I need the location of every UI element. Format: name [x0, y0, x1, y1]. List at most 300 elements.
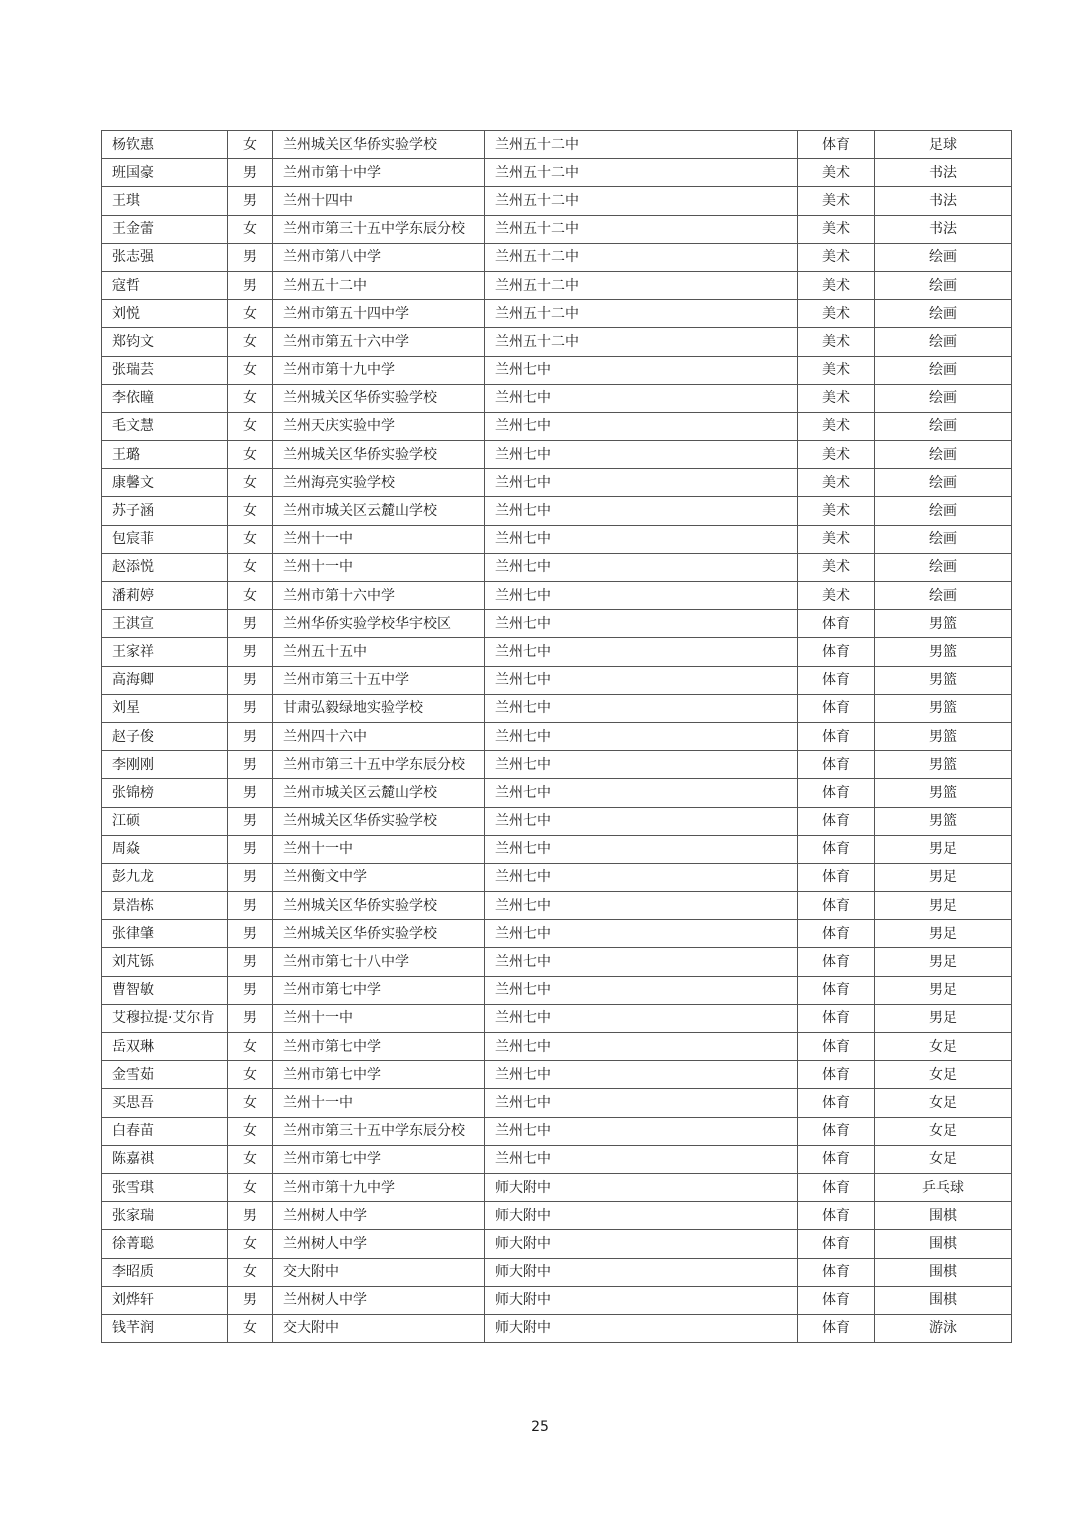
gender-cell: 男: [228, 666, 273, 694]
specialty-cell: 足球: [875, 131, 1012, 159]
category-cell: 美术: [798, 187, 875, 215]
gender-cell: 男: [228, 694, 273, 722]
category-cell: 体育: [798, 807, 875, 835]
name-cell: 张律肇: [102, 920, 228, 948]
origin-school-cell: 兰州树人中学: [273, 1202, 485, 1230]
specialty-cell: 绘画: [875, 412, 1012, 440]
admitted-school-cell: 兰州七中: [485, 694, 798, 722]
category-cell: 美术: [798, 525, 875, 553]
name-cell: 彭九龙: [102, 863, 228, 891]
specialty-cell: 绘画: [875, 469, 1012, 497]
name-cell: 岳双琳: [102, 1033, 228, 1061]
specialty-cell: 围棋: [875, 1258, 1012, 1286]
admitted-school-cell: 兰州七中: [485, 948, 798, 976]
name-cell: 张家瑞: [102, 1202, 228, 1230]
table-row: [102, 469, 1012, 497]
table-row: [102, 1089, 1012, 1117]
category-cell: 体育: [798, 1258, 875, 1286]
specialty-cell: 围棋: [875, 1230, 1012, 1258]
name-cell: 康馨文: [102, 469, 228, 497]
admitted-school-cell: 兰州五十二中: [485, 300, 798, 328]
admitted-school-cell: 兰州七中: [485, 1061, 798, 1089]
category-cell: 美术: [798, 328, 875, 356]
admitted-school-cell: 兰州七中: [485, 497, 798, 525]
origin-school-cell: 兰州市第三十五中学东辰分校: [273, 215, 485, 243]
specialty-cell: 男足: [875, 892, 1012, 920]
table-row: [102, 722, 1012, 750]
specialty-cell: 男篮: [875, 807, 1012, 835]
gender-cell: 男: [228, 863, 273, 891]
admitted-school-cell: 师大附中: [485, 1314, 798, 1342]
gender-cell: 男: [228, 1286, 273, 1314]
admitted-school-cell: 兰州七中: [485, 1145, 798, 1173]
admitted-school-cell: 兰州五十二中: [485, 131, 798, 159]
gender-cell: 男: [228, 920, 273, 948]
category-cell: 美术: [798, 271, 875, 299]
name-cell: 杨钦惠: [102, 131, 228, 159]
name-cell: 赵添悦: [102, 553, 228, 581]
name-cell: 白春苗: [102, 1117, 228, 1145]
admitted-school-cell: 兰州七中: [485, 1089, 798, 1117]
gender-cell: 女: [228, 412, 273, 440]
origin-school-cell: 兰州市第七中学: [273, 1033, 485, 1061]
category-cell: 美术: [798, 384, 875, 412]
specialty-cell: 绘画: [875, 356, 1012, 384]
category-cell: 美术: [798, 582, 875, 610]
table-row: [102, 497, 1012, 525]
origin-school-cell: 兰州市第三十五中学: [273, 666, 485, 694]
gender-cell: 女: [228, 1033, 273, 1061]
name-cell: 李刚刚: [102, 751, 228, 779]
name-cell: 张瑞芸: [102, 356, 228, 384]
specialty-cell: 绘画: [875, 497, 1012, 525]
specialty-cell: 女足: [875, 1145, 1012, 1173]
specialty-cell: 男篮: [875, 779, 1012, 807]
origin-school-cell: 兰州衡文中学: [273, 863, 485, 891]
table-row: [102, 131, 1012, 159]
name-cell: 陈嘉祺: [102, 1145, 228, 1173]
specialty-cell: 男足: [875, 1004, 1012, 1032]
name-cell: 曹智敏: [102, 976, 228, 1004]
origin-school-cell: 交大附中: [273, 1258, 485, 1286]
name-cell: 买思吾: [102, 1089, 228, 1117]
origin-school-cell: 兰州市第五十四中学: [273, 300, 485, 328]
name-cell: 郑钧文: [102, 328, 228, 356]
admitted-school-cell: 兰州七中: [485, 835, 798, 863]
category-cell: 体育: [798, 1145, 875, 1173]
table-row: [102, 300, 1012, 328]
admitted-school-cell: 师大附中: [485, 1173, 798, 1201]
admitted-school-cell: 兰州七中: [485, 976, 798, 1004]
specialty-cell: 女足: [875, 1061, 1012, 1089]
gender-cell: 女: [228, 553, 273, 581]
specialty-cell: 绘画: [875, 441, 1012, 469]
name-cell: 刘芃铄: [102, 948, 228, 976]
gender-cell: 女: [228, 1258, 273, 1286]
name-cell: 张雪琪: [102, 1173, 228, 1201]
admitted-school-cell: 兰州七中: [485, 412, 798, 440]
origin-school-cell: 兰州市第七十八中学: [273, 948, 485, 976]
admitted-school-cell: 兰州七中: [485, 469, 798, 497]
table-row: [102, 1004, 1012, 1032]
origin-school-cell: 兰州四十六中: [273, 722, 485, 750]
origin-school-cell: 兰州海亮实验学校: [273, 469, 485, 497]
gender-cell: 女: [228, 1061, 273, 1089]
gender-cell: 女: [228, 1173, 273, 1201]
gender-cell: 女: [228, 300, 273, 328]
category-cell: 体育: [798, 1004, 875, 1032]
origin-school-cell: 兰州市第七中学: [273, 1145, 485, 1173]
origin-school-cell: 兰州五十二中: [273, 271, 485, 299]
table-row: [102, 582, 1012, 610]
gender-cell: 男: [228, 1202, 273, 1230]
gender-cell: 男: [228, 751, 273, 779]
category-cell: 美术: [798, 469, 875, 497]
admitted-school-cell: 师大附中: [485, 1230, 798, 1258]
specialty-cell: 绘画: [875, 582, 1012, 610]
name-cell: 高海卿: [102, 666, 228, 694]
name-cell: 王淇宣: [102, 610, 228, 638]
origin-school-cell: 兰州十一中: [273, 1004, 485, 1032]
origin-school-cell: 交大附中: [273, 1314, 485, 1342]
gender-cell: 女: [228, 497, 273, 525]
admitted-school-cell: 兰州七中: [485, 666, 798, 694]
table-row: [102, 412, 1012, 440]
origin-school-cell: 兰州十一中: [273, 1089, 485, 1117]
origin-school-cell: 兰州市第五十六中学: [273, 328, 485, 356]
category-cell: 体育: [798, 722, 875, 750]
name-cell: 刘悦: [102, 300, 228, 328]
specialty-cell: 围棋: [875, 1286, 1012, 1314]
gender-cell: 女: [228, 525, 273, 553]
table-row: [102, 835, 1012, 863]
specialty-cell: 男篮: [875, 751, 1012, 779]
gender-cell: 女: [228, 1117, 273, 1145]
origin-school-cell: 甘肃弘毅绿地实验学校: [273, 694, 485, 722]
category-cell: 体育: [798, 610, 875, 638]
name-cell: 李昭质: [102, 1258, 228, 1286]
admitted-school-cell: 兰州五十二中: [485, 215, 798, 243]
name-cell: 毛文慧: [102, 412, 228, 440]
category-cell: 体育: [798, 863, 875, 891]
category-cell: 美术: [798, 497, 875, 525]
table-row: [102, 215, 1012, 243]
category-cell: 体育: [798, 892, 875, 920]
origin-school-cell: 兰州市第七中学: [273, 976, 485, 1004]
origin-school-cell: 兰州五十五中: [273, 638, 485, 666]
table-row: [102, 441, 1012, 469]
gender-cell: 男: [228, 892, 273, 920]
gender-cell: 女: [228, 328, 273, 356]
name-cell: 苏子涵: [102, 497, 228, 525]
admitted-school-cell: 兰州五十二中: [485, 328, 798, 356]
table-row: [102, 920, 1012, 948]
table-row: [102, 948, 1012, 976]
specialty-cell: 男篮: [875, 638, 1012, 666]
table-row: [102, 863, 1012, 891]
category-cell: 美术: [798, 356, 875, 384]
gender-cell: 女: [228, 215, 273, 243]
specialty-cell: 游泳: [875, 1314, 1012, 1342]
specialty-cell: 绘画: [875, 553, 1012, 581]
admitted-school-cell: 兰州七中: [485, 779, 798, 807]
specialty-cell: 男足: [875, 948, 1012, 976]
name-cell: 寇哲: [102, 271, 228, 299]
table-row: [102, 892, 1012, 920]
table-row: [102, 1117, 1012, 1145]
admitted-school-cell: 兰州七中: [485, 920, 798, 948]
category-cell: 美术: [798, 441, 875, 469]
origin-school-cell: 兰州市第十六中学: [273, 582, 485, 610]
specialty-cell: 围棋: [875, 1202, 1012, 1230]
admitted-school-cell: 兰州五十二中: [485, 271, 798, 299]
table-row: [102, 1258, 1012, 1286]
name-cell: 景浩栋: [102, 892, 228, 920]
gender-cell: 女: [228, 384, 273, 412]
origin-school-cell: 兰州市第十九中学: [273, 356, 485, 384]
gender-cell: 女: [228, 469, 273, 497]
gender-cell: 男: [228, 271, 273, 299]
name-cell: 张锦榜: [102, 779, 228, 807]
admitted-school-cell: 兰州七中: [485, 863, 798, 891]
table-row: [102, 525, 1012, 553]
admitted-school-cell: 兰州七中: [485, 638, 798, 666]
admitted-school-cell: 兰州七中: [485, 1033, 798, 1061]
name-cell: 艾穆拉提·艾尔肯: [102, 1004, 228, 1032]
name-cell: 王璐: [102, 441, 228, 469]
gender-cell: 男: [228, 835, 273, 863]
specialty-cell: 男足: [875, 835, 1012, 863]
name-cell: 王琪: [102, 187, 228, 215]
name-cell: 周焱: [102, 835, 228, 863]
origin-school-cell: 兰州城关区华侨实验学校: [273, 807, 485, 835]
origin-school-cell: 兰州树人中学: [273, 1286, 485, 1314]
gender-cell: 女: [228, 356, 273, 384]
name-cell: 包宸菲: [102, 525, 228, 553]
category-cell: 体育: [798, 131, 875, 159]
admitted-school-cell: 兰州五十二中: [485, 159, 798, 187]
table-row: [102, 159, 1012, 187]
table-row: [102, 610, 1012, 638]
specialty-cell: 绘画: [875, 271, 1012, 299]
category-cell: 美术: [798, 215, 875, 243]
category-cell: 体育: [798, 1314, 875, 1342]
category-cell: 美术: [798, 553, 875, 581]
gender-cell: 男: [228, 948, 273, 976]
admitted-school-cell: 兰州七中: [485, 722, 798, 750]
specialty-cell: 男篮: [875, 610, 1012, 638]
specialty-cell: 书法: [875, 159, 1012, 187]
table-row: [102, 1314, 1012, 1342]
admitted-school-cell: 兰州七中: [485, 807, 798, 835]
origin-school-cell: 兰州城关区华侨实验学校: [273, 384, 485, 412]
table-row: [102, 751, 1012, 779]
gender-cell: 女: [228, 582, 273, 610]
roster-table-body: [102, 131, 1012, 1343]
specialty-cell: 乒乓球: [875, 1173, 1012, 1201]
table-row: [102, 807, 1012, 835]
admitted-school-cell: 兰州五十二中: [485, 187, 798, 215]
origin-school-cell: 兰州十四中: [273, 187, 485, 215]
specialty-cell: 绘画: [875, 300, 1012, 328]
category-cell: 美术: [798, 300, 875, 328]
table-row: [102, 694, 1012, 722]
admitted-school-cell: 兰州七中: [485, 525, 798, 553]
table-row: [102, 666, 1012, 694]
name-cell: 徐菁聪: [102, 1230, 228, 1258]
specialty-cell: 绘画: [875, 328, 1012, 356]
name-cell: 金雪茹: [102, 1061, 228, 1089]
category-cell: 体育: [798, 638, 875, 666]
category-cell: 美术: [798, 243, 875, 271]
origin-school-cell: 兰州市第三十五中学东辰分校: [273, 751, 485, 779]
specialty-cell: 男足: [875, 976, 1012, 1004]
admitted-school-cell: 兰州七中: [485, 1117, 798, 1145]
admitted-school-cell: 兰州七中: [485, 356, 798, 384]
table-row: [102, 1286, 1012, 1314]
category-cell: 体育: [798, 1033, 875, 1061]
specialty-cell: 书法: [875, 187, 1012, 215]
name-cell: 潘莉婷: [102, 582, 228, 610]
specialty-cell: 绘画: [875, 384, 1012, 412]
name-cell: 钱芊润: [102, 1314, 228, 1342]
specialty-cell: 男篮: [875, 722, 1012, 750]
name-cell: 赵子俊: [102, 722, 228, 750]
table-row: [102, 779, 1012, 807]
table-row: [102, 243, 1012, 271]
admitted-school-cell: 兰州七中: [485, 384, 798, 412]
admitted-school-cell: 师大附中: [485, 1202, 798, 1230]
category-cell: 体育: [798, 920, 875, 948]
table-row: [102, 1173, 1012, 1201]
origin-school-cell: 兰州市第八中学: [273, 243, 485, 271]
name-cell: 王家祥: [102, 638, 228, 666]
specialty-cell: 男篮: [875, 666, 1012, 694]
category-cell: 体育: [798, 751, 875, 779]
admitted-school-cell: 兰州七中: [485, 610, 798, 638]
specialty-cell: 男篮: [875, 694, 1012, 722]
category-cell: 体育: [798, 666, 875, 694]
table-row: [102, 1230, 1012, 1258]
admitted-school-cell: 兰州七中: [485, 1004, 798, 1032]
gender-cell: 女: [228, 131, 273, 159]
gender-cell: 女: [228, 1145, 273, 1173]
admitted-school-cell: 兰州五十二中: [485, 243, 798, 271]
origin-school-cell: 兰州市城关区云麓山学校: [273, 779, 485, 807]
gender-cell: 男: [228, 807, 273, 835]
category-cell: 体育: [798, 976, 875, 1004]
table-row: [102, 1145, 1012, 1173]
specialty-cell: 书法: [875, 215, 1012, 243]
gender-cell: 女: [228, 1230, 273, 1258]
origin-school-cell: 兰州市第三十五中学东辰分校: [273, 1117, 485, 1145]
origin-school-cell: 兰州城关区华侨实验学校: [273, 892, 485, 920]
name-cell: 张志强: [102, 243, 228, 271]
admitted-school-cell: 兰州七中: [485, 441, 798, 469]
category-cell: 体育: [798, 1061, 875, 1089]
specialty-cell: 绘画: [875, 243, 1012, 271]
specialty-cell: 女足: [875, 1089, 1012, 1117]
category-cell: 体育: [798, 948, 875, 976]
table-row: [102, 187, 1012, 215]
origin-school-cell: 兰州十一中: [273, 835, 485, 863]
category-cell: 体育: [798, 1286, 875, 1314]
admitted-school-cell: 兰州七中: [485, 751, 798, 779]
name-cell: 班国豪: [102, 159, 228, 187]
origin-school-cell: 兰州市第七中学: [273, 1061, 485, 1089]
gender-cell: 男: [228, 610, 273, 638]
category-cell: 体育: [798, 1202, 875, 1230]
specialty-cell: 男足: [875, 863, 1012, 891]
origin-school-cell: 兰州城关区华侨实验学校: [273, 441, 485, 469]
origin-school-cell: 兰州华侨实验学校华宇校区: [273, 610, 485, 638]
table-row: [102, 553, 1012, 581]
category-cell: 体育: [798, 835, 875, 863]
gender-cell: 男: [228, 976, 273, 1004]
gender-cell: 男: [228, 243, 273, 271]
origin-school-cell: 兰州十一中: [273, 553, 485, 581]
gender-cell: 男: [228, 722, 273, 750]
name-cell: 江硕: [102, 807, 228, 835]
origin-school-cell: 兰州树人中学: [273, 1230, 485, 1258]
admitted-school-cell: 师大附中: [485, 1286, 798, 1314]
origin-school-cell: 兰州城关区华侨实验学校: [273, 920, 485, 948]
specialty-cell: 男足: [875, 920, 1012, 948]
origin-school-cell: 兰州市第十九中学: [273, 1173, 485, 1201]
admitted-school-cell: 兰州七中: [485, 582, 798, 610]
gender-cell: 男: [228, 159, 273, 187]
gender-cell: 男: [228, 1004, 273, 1032]
table-row: [102, 976, 1012, 1004]
table-row: [102, 356, 1012, 384]
table-row: [102, 1202, 1012, 1230]
category-cell: 体育: [798, 1089, 875, 1117]
origin-school-cell: 兰州天庆实验中学: [273, 412, 485, 440]
gender-cell: 男: [228, 638, 273, 666]
table-row: [102, 1061, 1012, 1089]
table-row: [102, 1033, 1012, 1061]
table-row: [102, 328, 1012, 356]
table-row: [102, 638, 1012, 666]
origin-school-cell: 兰州十一中: [273, 525, 485, 553]
category-cell: 体育: [798, 779, 875, 807]
name-cell: 刘烨轩: [102, 1286, 228, 1314]
category-cell: 体育: [798, 1117, 875, 1145]
name-cell: 王金蕾: [102, 215, 228, 243]
roster-table: [101, 130, 1012, 1343]
gender-cell: 女: [228, 1089, 273, 1117]
table-row: [102, 384, 1012, 412]
specialty-cell: 女足: [875, 1033, 1012, 1061]
admitted-school-cell: 兰州七中: [485, 553, 798, 581]
specialty-cell: 女足: [875, 1117, 1012, 1145]
gender-cell: 女: [228, 1314, 273, 1342]
gender-cell: 男: [228, 779, 273, 807]
category-cell: 美术: [798, 412, 875, 440]
admitted-school-cell: 师大附中: [485, 1258, 798, 1286]
category-cell: 体育: [798, 694, 875, 722]
specialty-cell: 绘画: [875, 525, 1012, 553]
name-cell: 刘星: [102, 694, 228, 722]
category-cell: 体育: [798, 1173, 875, 1201]
table-row: [102, 271, 1012, 299]
name-cell: 李依瞳: [102, 384, 228, 412]
category-cell: 美术: [798, 159, 875, 187]
origin-school-cell: 兰州市城关区云麓山学校: [273, 497, 485, 525]
gender-cell: 男: [228, 187, 273, 215]
category-cell: 体育: [798, 1230, 875, 1258]
admitted-school-cell: 兰州七中: [485, 892, 798, 920]
